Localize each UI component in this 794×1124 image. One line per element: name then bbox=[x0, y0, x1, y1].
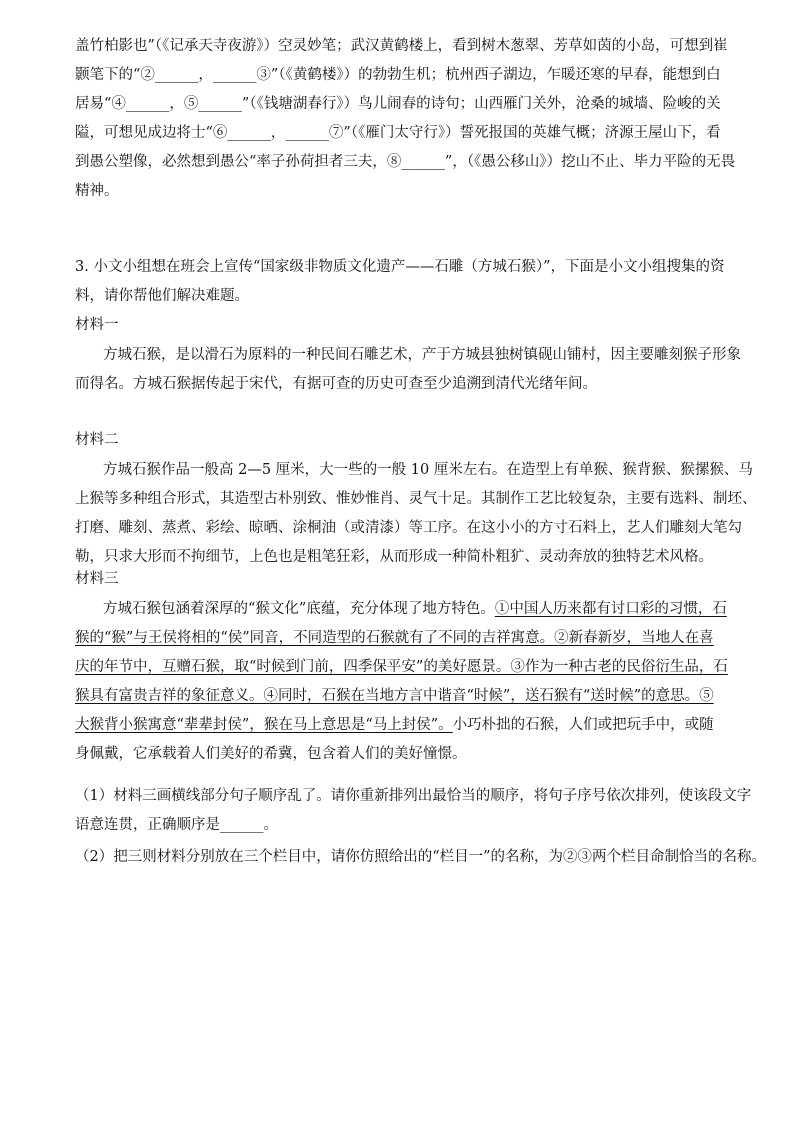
plain-text: 小巧朴拙的石猴，人们或把玩手中，或随 bbox=[452, 717, 714, 733]
text-line: 打磨、雕刻、蒸煮、彩绘、晾晒、涂桐油（或清漆）等工序。在这小小的方寸石料上，艺人们雕刻大笔勾 bbox=[75, 520, 742, 536]
material-title: 材料一 bbox=[75, 317, 119, 333]
underlined-sentence: ①中国人历来都有讨口彩的习惯，石 bbox=[494, 601, 727, 617]
material-title: 材料三 bbox=[75, 571, 119, 587]
sub-question-2 bbox=[75, 848, 767, 867]
text-line: 勒，只求大形而不拘细节，上色也是粗笔狂彩，从而形成一种简朴粗犷、灵动奔放的独特艺术风格。 bbox=[75, 549, 713, 565]
plain-text: 方城石猴包涵着深厚的“猴文化”底蕴，充分体现了地方特色。 bbox=[103, 601, 495, 617]
underlined-sentence: 庆的年节中，互赠石猴，取“时候到门前，四季保平安”的美好愿景。③作为一种古老的民俗衍生品，石 bbox=[75, 659, 728, 675]
text-line: 身佩戴，它承载着人们美好的希冀，包含着人们的美好憧憬。 bbox=[75, 746, 467, 762]
text-line: （2）把三则材料分别放在三个栏目中，请你仿照给出的“栏目一”的名称，为②③两个栏目命制恰当的名称。 bbox=[75, 849, 767, 865]
text-line bbox=[75, 629, 725, 648]
text-line: （1）材料三画横线部分句子顺序乱了。请你重新排列出最恰当的顺序，将句子序号依次排列，使该段文字 bbox=[75, 788, 752, 804]
text-line: 精神。 bbox=[75, 183, 119, 199]
text-line: 料，请你帮他们解决难题。 bbox=[75, 288, 249, 304]
text-line: 居易“④______，⑤______”（《钱塘湖春行》）鸟儿闹春的诗句；山西雁门关外，沧桑的城墙、险峻的关 bbox=[75, 96, 721, 112]
poem-fill-paragraph bbox=[75, 37, 736, 201]
material-2 bbox=[75, 431, 757, 567]
text-line: 隘，可想见成边将士“⑥______，______⑦”（《雁门太守行》）誓死报国的英雄气概；济源王屋山下，看 bbox=[75, 125, 721, 141]
text-line: 而得名。方城石猴据传起于宋代，有据可查的历史可查至少追溯到清代光绪年间。 bbox=[75, 376, 597, 392]
material-3 bbox=[75, 570, 728, 764]
question-3 bbox=[75, 258, 725, 306]
text-line: 方城石猴作品一般高 2—5 厘米，大一些的一般 10 厘米左右。在造型上有单猴、猴背猴、猴摞猴、马 bbox=[103, 462, 753, 478]
text-line bbox=[75, 600, 725, 619]
text-line bbox=[75, 716, 725, 735]
text-line: 3. 小文小组想在班会上宣传“国家级非物质文化遗产——石雕（方城石猴）”，下面是小文小组搜集的资 bbox=[75, 259, 725, 275]
text-line: 颢笔下的“②______，______③”（《黄鹤楼》）的勃勃生机；杭州西子湖边，乍暖还寒的早春，能想到白 bbox=[75, 67, 721, 83]
underlined-sentence: 猴具有富贵吉祥的象征意义。④同时，石猴在当地方言中谐音“时候”，送石猴有“送时候”的意思。⑤ bbox=[75, 688, 714, 704]
underlined-sentence: 猴的“猴”与王侯将相的“侯”同音，不同造型的石猴就有了不同的吉祥寓意。②新春新岁，当地人在喜 bbox=[75, 630, 714, 646]
text-line: 语意连贯，正确顺序是______。 bbox=[75, 817, 278, 833]
text-line: 到愚公塑像，必然想到愚公“率子孙荷担者三夫，⑧______”，（《愚公移山》）挖山不止、毕力平险的无畏 bbox=[75, 154, 736, 170]
text-line: 上猴等多种组合形式，其造型古朴别致、惟妙惟肖、灵气十足。其制作工艺比较复杂，主要有选料、制坯、 bbox=[75, 491, 757, 507]
material-1 bbox=[75, 316, 741, 394]
sub-question-1 bbox=[75, 787, 752, 835]
text-line bbox=[75, 687, 725, 706]
material-title: 材料二 bbox=[75, 432, 119, 448]
text-line: 方城石猴，是以滑石为原料的一种民间石雕艺术，产于方城县独树镇砚山铺村，因主要雕刻猴子形象 bbox=[103, 347, 741, 363]
text-line: 盖竹柏影也”（《记承天寺夜游》）空灵妙笔；武汉黄鹤楼上，看到树木葱翠、芳草如茵的小岛，可想到崔 bbox=[75, 38, 728, 54]
underlined-sentence: 大猴背小猴寓意“辈辈封侯”，猴在马上意思是“马上封侯”。 bbox=[75, 717, 453, 733]
text-line bbox=[75, 658, 728, 677]
